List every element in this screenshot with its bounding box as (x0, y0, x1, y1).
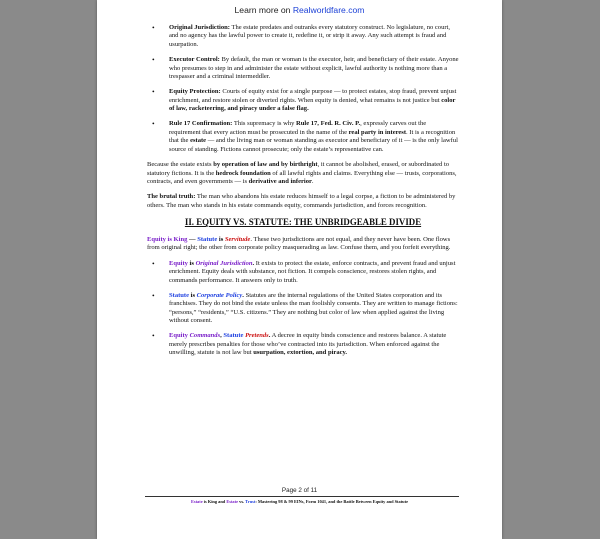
document-page (97, 0, 502, 539)
paragraph-estate-birthright: Because the estate exists by operation of law and by birthright, it cannot be abolished, erased, or subordinated to statutory fictions. It is the hedrock foundation of all lawful rights and claims. Everything else — trusts, corporations, contracts, and even governments — is derivative and inferior. (147, 161, 457, 185)
footer-title: Estate is King and Estate vs. Trust: Mastering 98 & 99 EINs, Form 1041, and the Battle Between Equity and Statute (190, 499, 409, 504)
list-item: • Equity Protection: Courts of equity exist for a single purpose — to protect estates, stop fraud, prevent unjust enrichment, and restore stolen or diverted rights. When equity is denied, what remains is not justice but color of law, racketeering, and piracy under a false flag. (147, 88, 459, 113)
page-number: Page 2 of 11 (281, 487, 318, 494)
page-header (97, 5, 502, 15)
list-item: • Equity Commands, Statute Pretends. A decree in equity binds conscience and restores balance. A statute merely prescribes penalties for those who’ve contracted into its jurisdiction. When enforced against the unwilling, statute is not law but usurpation, extortion, and piracy. (147, 332, 459, 357)
footer-divider (145, 496, 459, 497)
paragraph-equity-is-king: Equity is King — Statute is Servitude. These two jurisdictions are not equal, and they never have been. One flows from original right; the other from corporate policy masquerading as law. Confuse them, and you forfeit everything. (147, 235, 451, 252)
list-item: • Original Jurisdiction: The estate predates and outranks every statutory construct. No legislature, no court, and no agency has the lawful power to create it, redefine it, or strip it away. Any such attempt is fraud and usurpation. (147, 24, 459, 49)
page-content (147, 24, 459, 365)
list-item: • Equity is Original Jurisdiction. It exists to protect the estate, enforce contracts, and prevent fraud and unjust enrichment. Equity deals with substance, not fiction. It compels conscience, restores stolen rights, and commands performance. It answers only to truth. (147, 260, 459, 285)
paragraph-brutal-truth: The brutal truth: The man who abandons his estate reduces himself to a legal corpse, a fiction to be administered by others. The man who stands in his estate commands equity, commands jurisdiction, and forces recognition. (147, 193, 456, 209)
estate-bullet-list (147, 24, 459, 154)
list-item: • Rule 17 Confirmation: This supremacy is why Rule 17, Fed. R. Civ. P., expressly carves out the requirement that every action must be prosecuted in the name of the real party in interest. It is a recognition that the estate — and the living man or woman standing as executor and beneficiary of it — is the only lawful source of standing. Fictions cannot prosecute; only the estate’s representative can. (147, 120, 459, 154)
equity-statute-bullet-list (147, 260, 459, 358)
header-prefix: Learn more on (234, 5, 293, 15)
list-item: • Statute is Corporate Policy. Statutes are the internal regulations of the United States corporation and its franchises. They do not bind the estate unless the man foolishly consents. They are written to manage fictions: “persons,” “residents,” “U.S. citizens.” They are nothing but color of law when applied against the living without consent. (147, 292, 459, 326)
section-heading: II. EQUITY VS. STATUTE: THE UNBRIDGEABLE DIVIDE (184, 216, 422, 227)
site-link[interactable]: Realworldfare.com (292, 5, 365, 15)
list-item: • Executor Control: By default, the man or woman is the executor, heir, and beneficiary of their estate. Anyone who presumes to step in and administer the estate without explicit, lawful authority is nothing more than a trespasser and a criminal intermeddler. (147, 56, 459, 81)
